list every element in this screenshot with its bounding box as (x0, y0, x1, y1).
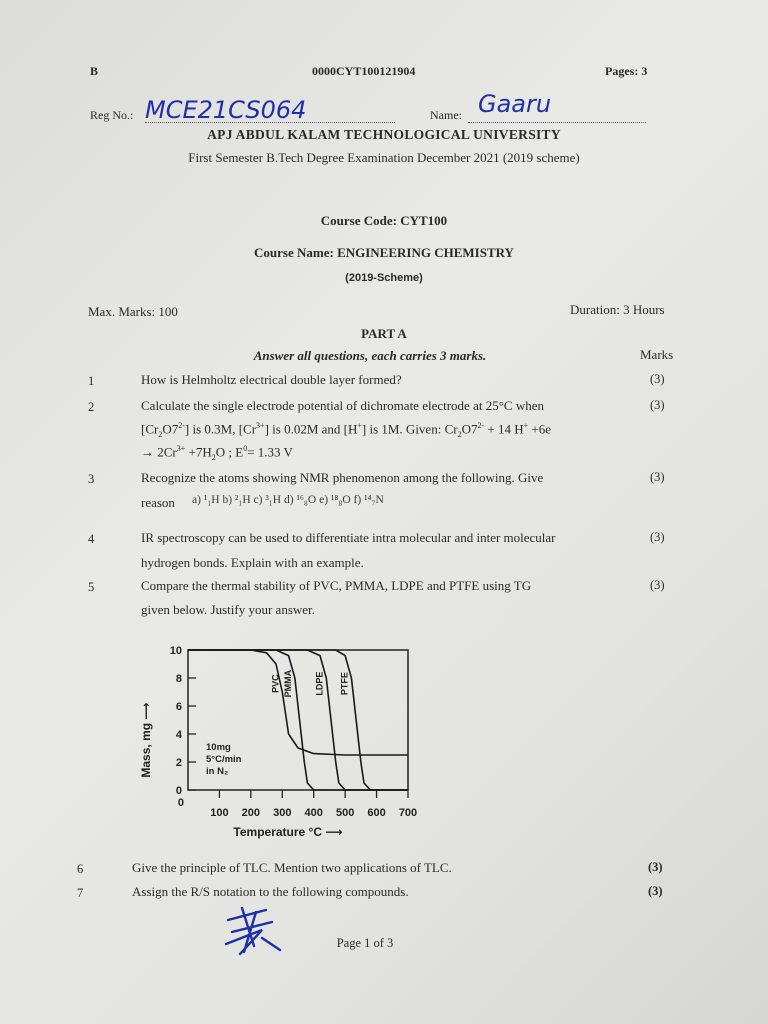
y-tick-label: 6 (175, 701, 182, 713)
q4-marks: (3) (650, 530, 665, 544)
name-value: Gaaru (478, 90, 552, 118)
y-axis-label: Mass, mg ⟶ (139, 702, 153, 778)
series-label-ldpe: LDPE (314, 671, 325, 696)
x-tick-label: 300 (273, 807, 292, 819)
q4-line2: hydrogen bonds. Explain with an example. (141, 555, 364, 570)
q3-options: a) ¹₁H b) ²₁H c) ³₁H d) ¹⁶₈O e) ¹⁸₈O f) ¹⁴₇N (192, 494, 384, 506)
invigilator-signature (222, 902, 286, 960)
y-tick-label: 10 (169, 645, 182, 657)
q5-number: 5 (88, 580, 95, 594)
q5-line2: given below. Justify your answer. (141, 602, 315, 617)
q2-line3: → $2Cr^{3+} +7H_2O$ ; $E^0= 1.33$ V (141, 444, 293, 462)
name-line (468, 122, 646, 123)
series-label-pmma: PMMA (282, 669, 293, 698)
name-label: Name: (430, 108, 462, 122)
series-label-ptfe: PTFE (339, 672, 350, 696)
max-marks: Max. Marks: 100 (88, 304, 178, 319)
q2-number: 2 (88, 400, 95, 414)
marks-heading: Marks (640, 347, 674, 362)
q3-marks: (3) (650, 470, 665, 484)
series-label-pvc: PVC (270, 674, 281, 693)
y-tick-label: 0 (175, 785, 182, 797)
reg-label: Reg No.: (90, 108, 134, 122)
q5-line1: Compare the thermal stability of PVC, PMMA, LDPE and PTFE using TG (141, 578, 532, 593)
y-tick-label: 8 (175, 673, 182, 685)
page-count: Pages: 3 (605, 64, 648, 78)
q2-line1: Calculate the single electrode potential of dichromate electrode at 25°C when (141, 398, 544, 413)
q7-marks: (3) (648, 884, 663, 898)
page-footer: Page 1 of 3 (336, 936, 394, 950)
x-tick-label: 200 (241, 807, 261, 819)
q1-text: How is Helmholtz electrical double layer formed? (141, 372, 402, 387)
x-axis-label: Temperature °C ⟶ (233, 825, 343, 839)
q1-number: 1 (88, 374, 95, 388)
y-tick-label: 4 (175, 729, 182, 741)
q5-marks: (3) (650, 578, 665, 592)
part-heading: PART A (361, 326, 407, 341)
x-tick-label: 600 (367, 807, 386, 819)
series-letter: B (90, 64, 99, 78)
x-tick-label: 500 (335, 807, 355, 819)
q6-marks: (3) (648, 860, 663, 874)
instruction: Answer all questions, each carries 3 marks. (253, 348, 487, 363)
q7-text: Assign the R/S notation to the following compounds. (132, 884, 409, 899)
scheme: (2019-Scheme) (345, 272, 423, 284)
q2-marks: (3) (650, 398, 665, 412)
q4-number: 4 (88, 532, 95, 546)
q3-number: 3 (88, 472, 95, 486)
reg-line (145, 122, 395, 123)
x-tick-label: 100 (210, 807, 229, 819)
q3-line1: Recognize the atoms showing NMR phenomenon among the following. Give (141, 470, 544, 485)
x-tick-label: 700 (398, 807, 418, 819)
y-tick-label: 2 (175, 757, 182, 769)
x-tick-label: 400 (304, 807, 323, 819)
university: APJ ABDUL KALAM TECHNOLOGICAL UNIVERSITY (207, 127, 561, 142)
q3-line2: reason (141, 495, 175, 510)
reg-value: MCE21CS064 (145, 96, 307, 124)
paper-code: 0000CYT100121904 (312, 64, 416, 78)
q6-number: 6 (77, 862, 84, 876)
chart-annotation: 10mg (206, 742, 231, 753)
chart-annotation: 5°C/min (206, 754, 242, 765)
duration: Duration: 3 Hours (570, 302, 665, 317)
q6-text: Give the principle of TLC. Mention two applications of TLC. (132, 860, 452, 875)
q4-line1: IR spectroscopy can be used to differentiate intra molecular and inter molecular (141, 530, 556, 545)
chart-annotation: in N₂ (206, 766, 229, 777)
x-origin-label: 0 (177, 797, 184, 809)
course-name: Course Name: ENGINEERING CHEMISTRY (254, 245, 514, 260)
q2-line2: $[Cr_2O7^{2-}]$ is 0.3M, $[Cr^{3+}]$ is 0.02M and [H+] is 1M. Given: $Cr_2O7^{2-} + 14$ H+ +6e (141, 421, 551, 439)
q7-number: 7 (77, 886, 84, 900)
q1-marks: (3) (650, 372, 665, 386)
exam-title: First Semester B.Tech Degree Examination December 2021 (2019 scheme) (188, 150, 580, 165)
tg-chart (130, 635, 450, 850)
course-code: Course Code: CYT100 (320, 213, 448, 228)
